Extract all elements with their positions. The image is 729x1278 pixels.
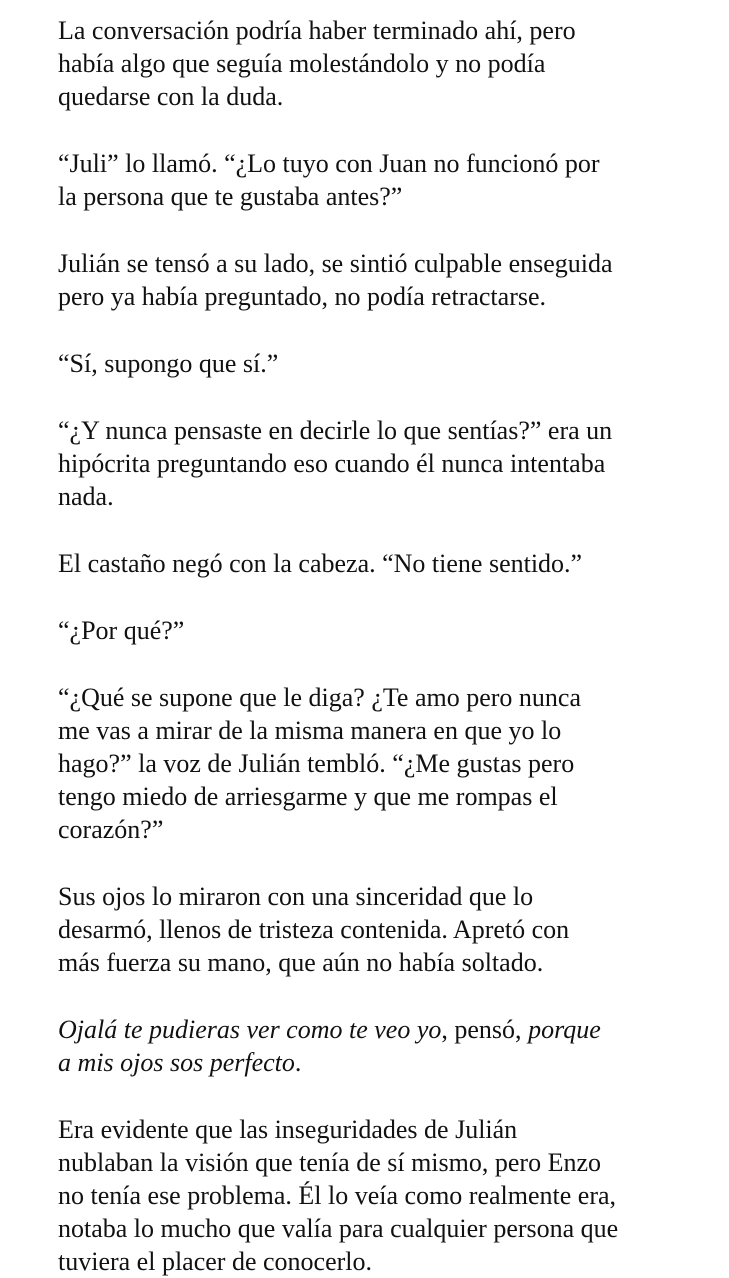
text-line: El castaño negó con la cabeza. “No tiene sentido.” <box>58 549 583 578</box>
paragraph-6 <box>58 547 699 580</box>
paragraph-3 <box>58 247 699 313</box>
text-line: notaba lo mucho que valía para cualquier persona que <box>58 1214 619 1243</box>
text-line: más fuerza su mano, que aún no había soltado. <box>58 948 544 977</box>
paragraph-10-italic-thought <box>58 1013 699 1079</box>
text-line: “¿Qué se supone que le diga? ¿Te amo pero nunca <box>58 683 582 712</box>
text-line: Sus ojos lo miraron con una sinceridad que lo <box>58 882 534 911</box>
text-line: Era evidente que las inseguridades de Julián <box>58 1115 518 1144</box>
text-line: había algo que seguía molestándolo y no podía <box>58 49 546 78</box>
paragraph-9 <box>58 880 699 979</box>
text-line: hago?” la voz de Julián tembló. “¿Me gustas pero <box>58 749 575 778</box>
plain-text: , pensó, <box>441 1015 529 1044</box>
paragraph-11 <box>58 1113 699 1278</box>
text-line: me vas a mirar de la misma manera en que yo lo <box>58 716 562 745</box>
text-line: no tenía ese problema. Él lo veía como realmente era, <box>58 1181 617 1210</box>
text-line <box>58 1046 699 1079</box>
text-line: la persona que te gustaba antes?” <box>58 182 403 211</box>
text-line: nada. <box>58 482 114 511</box>
text-line: quedarse con la duda. <box>58 82 284 111</box>
text-line: tuviera el placer de conocerlo. <box>58 1247 372 1276</box>
text-line <box>58 1013 699 1046</box>
paragraph-1 <box>58 14 699 113</box>
text-line: tengo miedo de arriesgarme y que me rompas el <box>58 782 558 811</box>
paragraph-4 <box>58 347 699 380</box>
italic-text: porque <box>528 1015 601 1044</box>
text-line: hipócrita preguntando eso cuando él nunca intentaba <box>58 449 606 478</box>
italic-text: a mis ojos sos perfecto <box>58 1048 295 1077</box>
text-line: “Juli” lo llamó. “¿Lo tuyo con Juan no funcionó por <box>58 149 600 178</box>
text-line: La conversación podría haber terminado ahí, pero <box>58 16 576 45</box>
text-line: pero ya había preguntado, no podía retractarse. <box>58 282 547 311</box>
text-line: “¿Y nunca pensaste en decirle lo que sentías?” era un <box>58 416 613 445</box>
text-line: “¿Por qué?” <box>58 616 185 645</box>
plain-text: . <box>294 1048 302 1077</box>
paragraph-7 <box>58 614 699 647</box>
italic-text: Ojalá te pudieras ver como te veo yo <box>58 1015 442 1044</box>
paragraph-8 <box>58 681 699 846</box>
text-line: Julián se tensó a su lado, se sintió culpable enseguida <box>58 249 613 278</box>
paragraph-2 <box>58 147 699 213</box>
text-line: “Sí, supongo que sí.” <box>58 349 279 378</box>
text-line: nublaban la visión que tenía de sí mismo, pero Enzo <box>58 1148 601 1177</box>
text-line: corazón?” <box>58 815 164 844</box>
paragraph-5 <box>58 414 699 513</box>
text-line: desarmó, llenos de tristeza contenida. Apretó con <box>58 915 570 944</box>
